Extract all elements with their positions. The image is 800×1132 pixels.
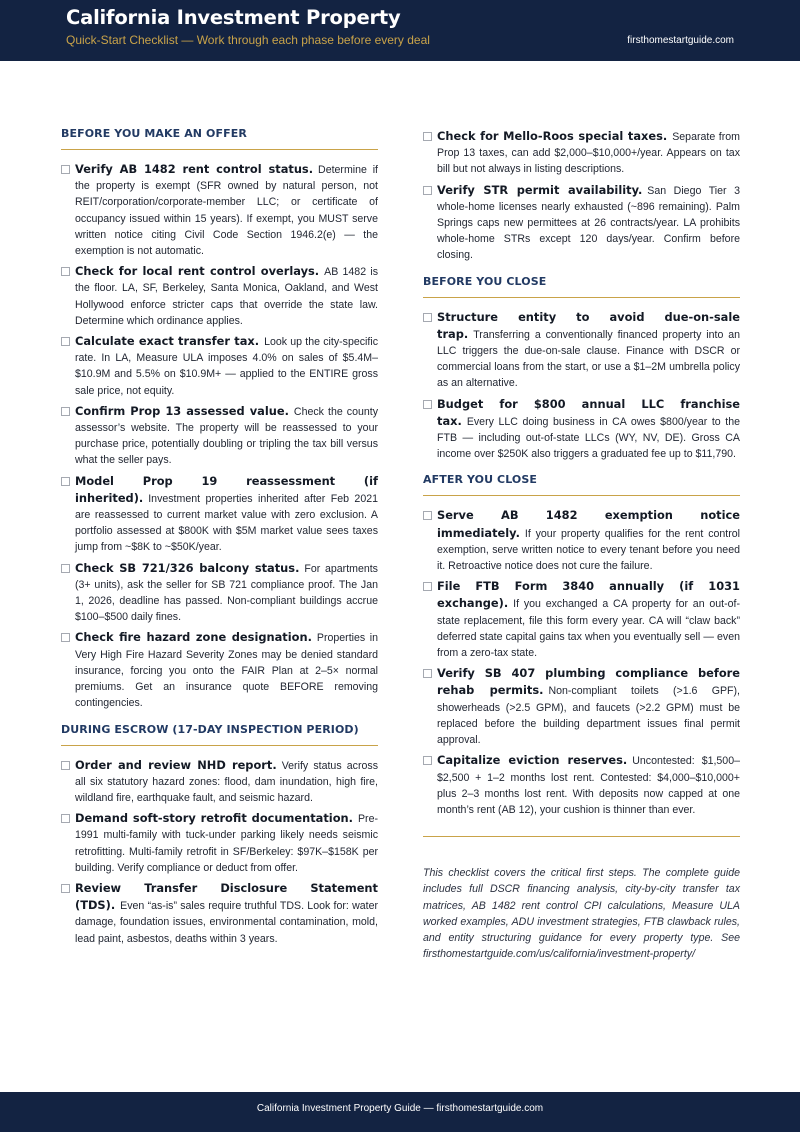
checkbox[interactable] [423, 313, 432, 322]
item-title: Model Prop 19 reassessment (if inherited). [75, 473, 378, 505]
closing-note: This checklist covers the critical first steps. The complete guide includes full DSCR financing analysis, city-by-city transfer tax matrices, AB 1482 rent control CPI calculations, Measure ULA worked examples, ADU investment strategies, FTB clawback rules, and entity structuring guidance for every property type. See firsthomestartguide.com/us/california/investment-property/ [423, 867, 740, 961]
left-column [61, 127, 378, 958]
section-heading: BEFORE YOU CLOSE [423, 275, 740, 298]
checkbox[interactable] [423, 132, 432, 141]
checklist-item [61, 263, 378, 329]
checklist-item [61, 560, 378, 626]
checkbox[interactable] [423, 186, 432, 195]
page-subtitle: Quick-Start Checklist — Work through each phase before every deal [66, 33, 430, 47]
item-text: Investment properties inherited after Feb 2021 are reassessed to current market value with zero exclusion. A portfolio assessed at $800K with $5M market value sees taxes jump from ~$8K to ~$50K/year. [75, 492, 378, 554]
checkbox[interactable] [423, 582, 432, 591]
checkbox[interactable] [61, 407, 70, 416]
checklist-item [423, 665, 740, 748]
item-title: Capitalize eviction reserves. [437, 753, 628, 768]
item-title: Review Transfer Disclosure Statement (TDS). [75, 880, 378, 913]
item-text: Properties in Very High Fire Hazard Severity Zones may be denied standard insurance, forcing you onto the FAIR Plan at 2–5× normal premiums. Get an insurance quote BEFORE removing contingencies. [75, 632, 378, 710]
item-text: Look up the city-specific rate. In LA, Measure ULA imposes 4.0% on sales of $5.4M–$10.9M and 5.5% on $10.9M+ — applied to the ENTIRE gross sale price, not equity. [75, 336, 379, 397]
right-column [423, 128, 740, 962]
item-title: Check for local rent control overlays. [75, 264, 320, 279]
checklist-item [423, 752, 740, 818]
checklist-item [423, 182, 740, 264]
section-before-offer [61, 127, 378, 712]
checklist-item [423, 309, 740, 392]
item-text: Determine if the property is exempt (SFR owned by natural person, not REIT/corporation/corporate-member LLC; or certificate of occupancy issued within 15 years). If exempt, you MUST serve written notice citing Civil Code Section 1946.2(e) — the exemption is not automatic. [75, 164, 379, 258]
item-text: Verify status across all six statutory hazard zones: flood, dam inundation, high fire, wildland fire, earthquake fault, and seismic hazard. [75, 759, 378, 804]
item-text: For apartments (3+ units), ask the seller for SB 721 compliance proof. The Jan 1, 2026, deadline has passed. Non-compliant buildings accrue $100–$500 daily fines. [75, 562, 378, 624]
checklist-item [423, 507, 740, 574]
footer-text: California Investment Property Guide — firsthomestartguide.com [256, 1103, 544, 1114]
item-text: If your property qualifies for the rent control exemption, serve written notice to every tenant before you need it. Retroactive notice does not cure the failure. [437, 527, 740, 573]
item-text: Transferring a conventionally financed property into an LLC triggers the due-on-sale clause. Finance with DSCR or commercial loans from the start, or use a $1–2M umbrella policy as an alternative. [437, 328, 740, 390]
checkbox[interactable] [61, 884, 70, 893]
header-site-link[interactable]: firsthomestartguide.com [627, 35, 734, 46]
section-escrow-continued [423, 128, 740, 264]
checkbox[interactable] [61, 761, 70, 770]
checklist-item [61, 473, 378, 556]
checklist-item [423, 396, 740, 463]
checklist-item [423, 128, 740, 178]
page-title: California Investment Property [66, 6, 401, 29]
checklist-item [61, 161, 378, 259]
item-title: Budget for $800 annual LLC franchise tax. [437, 396, 740, 428]
page-footer [0, 1092, 800, 1132]
checklist-item [61, 403, 378, 469]
section-heading: DURING ESCROW (17-DAY INSPECTION PERIOD) [61, 723, 378, 746]
item-title: Verify AB 1482 rent control status. [75, 162, 314, 176]
item-text: Uncontested: $1,500–$2,500 + 1–2 months lost rent. Contested: $4,000–$10,000+ plus 2–3 months lost rent. With deposits now capped at one month’s rent (AB 12), your cushion is thinner than ever. [437, 755, 740, 816]
checklist-item [61, 629, 378, 711]
section-after-close [423, 473, 740, 818]
item-title: Serve AB 1482 exemption notice immediately. [437, 508, 740, 540]
checkbox[interactable] [61, 165, 70, 174]
section-heading: BEFORE YOU MAKE AN OFFER [61, 127, 378, 150]
closing-divider [423, 836, 740, 837]
item-text: San Diego Tier 3 whole-home licenses nearly exhausted (~896 remaining). Palm Springs caps new permittees at 26 contracts/year. LA prohibits whole-home STRs except 120 days/year. Confirm before closing. [437, 184, 740, 262]
item-text: Non-compliant toilets (>1.6 GPF), showerheads (>2.5 GPM), and faucets (>2.2 GPM) must be replaced before the building department issues final permit approval. [437, 685, 740, 747]
checklist-item [61, 333, 378, 399]
checklist-item [61, 757, 378, 807]
item-text: If you exchanged a CA property for an out-of-state replacement, file this form every year. CA will “claw back” deferred state capital gains tax when you eventually sell — even from a zero-tax state. [437, 598, 740, 660]
checkbox[interactable] [423, 756, 432, 765]
item-title: Confirm Prop 13 assessed value. [75, 403, 289, 418]
checklist-item [61, 810, 378, 876]
item-title: Check fire hazard zone designation. [75, 630, 312, 645]
item-title: Demand soft-story retrofit documentation. [75, 811, 353, 826]
item-text: Separate from Prop 13 taxes, can add $2,000–$10,000+/year. Appears on tax bill but not always in listing descriptions. [437, 131, 740, 176]
checklist-item [61, 880, 378, 947]
item-text: Check the county assessor’s website. The property will be reassessed to your purchase price, potentially doubling or tripling the tax bill versus what the seller pays. [75, 405, 378, 467]
item-title: Verify STR permit availability. [437, 182, 643, 197]
checkbox[interactable] [423, 511, 432, 520]
checkbox[interactable] [61, 337, 70, 346]
item-title: Order and review NHD report. [75, 757, 277, 772]
section-heading: AFTER YOU CLOSE [423, 473, 740, 496]
checkbox[interactable] [61, 814, 70, 823]
item-title: Check SB 721/326 balcony status. [75, 560, 300, 575]
section-before-close [423, 275, 740, 463]
item-text: Every LLC doing business in CA owes $800/year to the FTB — including out-of-state LLCs (WY, NV, DE). Gross CA income over $250K also triggers a graduated fee up to $11,790. [437, 415, 740, 461]
page-header [0, 0, 800, 61]
section-during-escrow [61, 723, 378, 947]
item-text: Even “as-is” sales require truthful TDS. Look for: water damage, foundation issues, environmental contamination, mold, lead paint, asbestos, deaths within 3 years. [75, 900, 378, 945]
item-title: Calculate exact transfer tax. [75, 334, 260, 349]
checkbox[interactable] [423, 669, 432, 678]
checkbox[interactable] [61, 477, 70, 486]
item-text: AB 1482 is the floor. LA, SF, Berkeley, Santa Monica, Oakland, and West Hollywood enforce stricter caps that override the state law. Determine which ordinance applies. [75, 266, 378, 327]
checkbox[interactable] [61, 267, 70, 276]
item-title: File FTB Form 3840 annually (if 1031 exchange). [437, 579, 740, 611]
item-text: Pre-1991 multi-family with tuck-under parking likely needs seismic retrofitting. Multi-family retrofit in SF/Berkeley: $97K–$158K per building. Verify compliance or deduct from offer. [75, 813, 378, 874]
checkbox[interactable] [423, 400, 432, 409]
item-title: Structure entity to avoid due-on-sale trap. [437, 309, 740, 341]
checkbox[interactable] [61, 564, 70, 573]
checklist-item [423, 578, 740, 661]
item-title: Check for Mello-Roos special taxes. [437, 129, 668, 143]
item-title: Verify SB 407 plumbing compliance before rehab permits. [437, 666, 740, 698]
checkbox[interactable] [61, 633, 70, 642]
